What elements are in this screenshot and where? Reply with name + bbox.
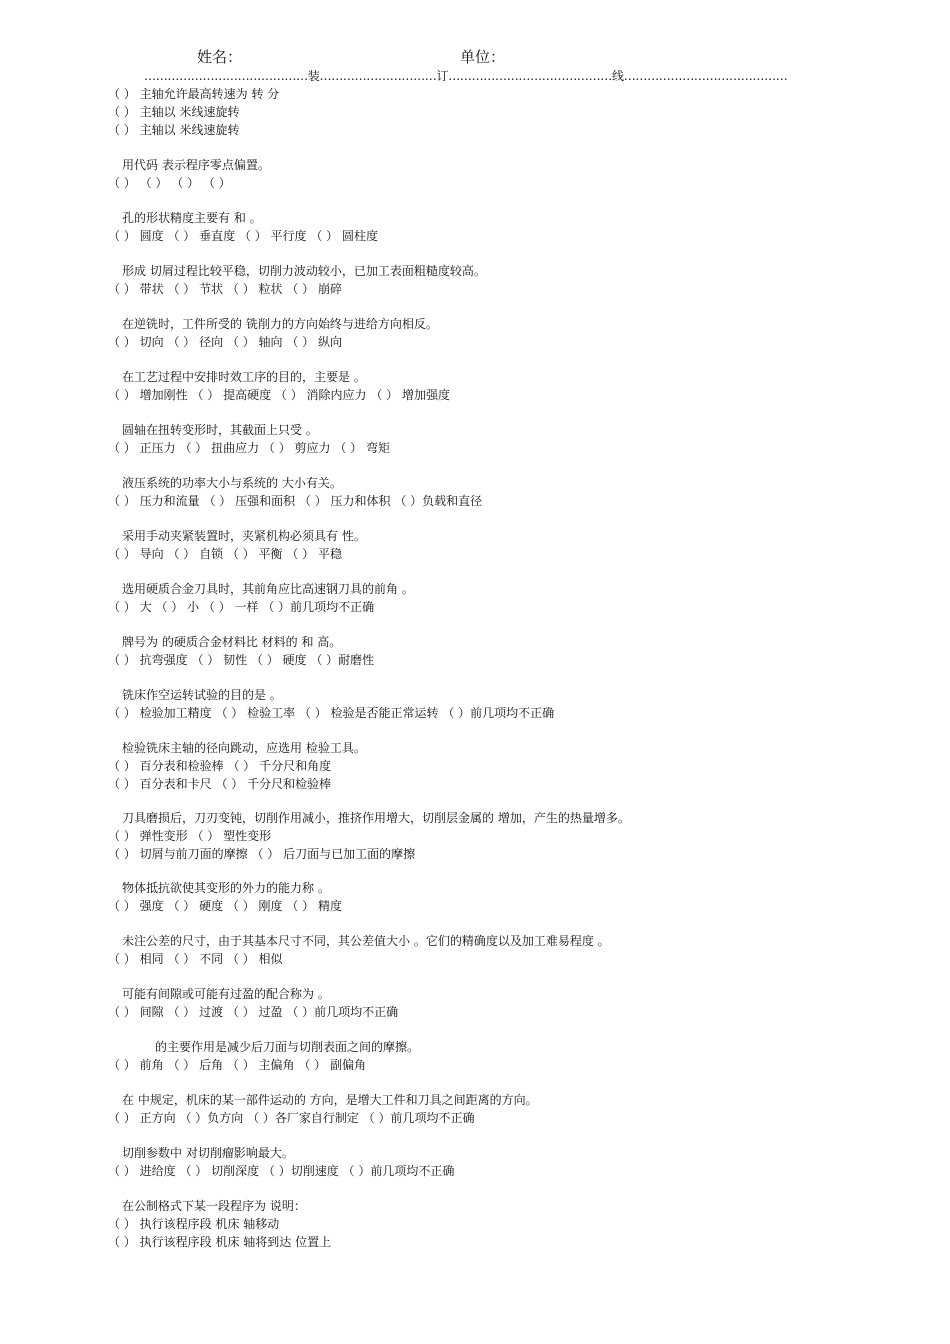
question-stem: 在公制格式下某一段程序为 说明：	[122, 1199, 306, 1213]
question-stem: 用代码 表示程序零点偏置。	[122, 158, 270, 172]
option-line: （ ） 主轴允许最高转速为 转 分	[108, 87, 280, 101]
option-line: （ ） 检验加工精度 （ ） 检验工率 （ ） 检验是否能正常运转 （ ）前几项均不正确	[108, 706, 555, 720]
option-line: （ ） 正方向 （ ）负方向 （ ）各厂家自行制定 （ ）前几项均不正确	[108, 1111, 475, 1125]
option-line: （ ） 增加刚性 （ ） 提高硬度 （ ） 消除内应力 （ ） 增加强度	[108, 388, 450, 402]
option-line: （ ） 大 （ ） 小 （ ） 一样 （ ）前几项均不正确	[108, 600, 375, 614]
question-stem: 液压系统的功率大小与系统的 大小有关。	[122, 476, 342, 490]
option-line: （ ） 弹性变形 （ ） 塑性变形	[108, 829, 272, 843]
question-stem: 的主要作用是减少后刀面与切削表面之间的摩擦。	[155, 1040, 420, 1054]
question-stem: 采用手动夹紧装置时，夹紧机构必须具有 性。	[122, 529, 366, 543]
option-line: （ ） 强度 （ ） 硬度 （ ） 刚度 （ ） 精度	[108, 899, 342, 913]
option-line: （ ） （ ） （ ） （ ）	[108, 176, 231, 190]
question-stem: 选用硬质合金刀具时，其前角应比高速钢刀具的前角 。	[122, 582, 414, 596]
option-line: （ ） 执行该程序段 机床 轴将到达 位置上	[108, 1235, 332, 1249]
unit-label: 单位：	[460, 48, 506, 66]
option-line: （ ） 圆度 （ ） 垂直度 （ ） 平行度 （ ） 圆柱度	[108, 229, 378, 243]
name-label: 姓名：	[197, 48, 243, 66]
option-line: （ ） 导向 （ ） 自锁 （ ） 平衡 （ ） 平稳	[108, 547, 342, 561]
option-line: （ ） 正压力 （ ） 扭曲应力 （ ） 剪应力 （ ） 弯矩	[108, 441, 390, 455]
option-line: （ ） 相同 （ ） 不同 （ ） 相似	[108, 952, 283, 966]
question-stem: 切削参数中 对切削瘤影响最大。	[122, 1146, 294, 1160]
question-stem: 形成 切屑过程比较平稳，切削力波动较小，已加工表面粗糙度较高。	[122, 264, 486, 278]
question-stem: 检验铣床主轴的径向跳动，应选用 检验工具。	[122, 741, 366, 755]
question-stem: 在 中规定，机床的某一部件运动的 方向，是增大工件和刀具之间距离的方向。	[122, 1093, 538, 1107]
option-line: （ ） 执行该程序段 机床 轴移动	[108, 1217, 280, 1231]
question-stem: 可能有间隙或可能有过盈的配合称为 。	[122, 987, 330, 1001]
option-line: （ ） 压力和流量 （ ） 压强和面积 （ ） 压力和体积 （ ）负载和直径	[108, 494, 483, 508]
option-line: （ ） 百分表和卡尺 （ ） 千分尺和检验棒	[108, 777, 332, 791]
question-stem: 孔的形状精度主要有 和 。	[122, 211, 262, 225]
question-stem: 圆轴在扭转变形时，其截面上只受 。	[122, 423, 318, 437]
option-line: （ ） 间隙 （ ） 过渡 （ ） 过盈 （ ）前几项均不正确	[108, 1005, 399, 1019]
option-line: （ ） 前角 （ ） 后角 （ ） 主偏角 （ ） 副偏角	[108, 1058, 366, 1072]
question-stem: 物体抵抗欲使其变形的外力的能力称 。	[122, 881, 330, 895]
binding-cut-line: ……………………………………装…………………………订……………………………………线……………………………………	[144, 69, 788, 83]
option-line: （ ） 抗弯强度 （ ） 韧性 （ ） 硬度 （ ）耐磨性	[108, 653, 375, 667]
question-stem: 未注公差的尺寸，由于其基本尺寸不同，其公差值大小 。它们的精确度以及加工难易程度 。	[122, 934, 610, 948]
question-stem: 牌号为 的硬质合金材料比 材料的 和 高。	[122, 635, 342, 649]
question-stem: 铣床作空运转试验的目的是 。	[122, 688, 282, 702]
option-line: （ ） 百分表和检验棒 （ ） 千分尺和角度	[108, 759, 332, 773]
option-line: （ ） 主轴以 米线速旋转	[108, 105, 240, 119]
option-line: （ ） 进给度 （ ） 切削深度 （ ）切削速度 （ ）前几项均不正确	[108, 1164, 455, 1178]
option-line: （ ） 带状 （ ） 节状 （ ） 粒状 （ ） 崩碎	[108, 282, 342, 296]
option-line: （ ） 切向 （ ） 径向 （ ） 轴向 （ ） 纵向	[108, 335, 342, 349]
question-stem: 在逆铣时，工件所受的 铣削力的方向始终与进给方向相反。	[122, 317, 438, 331]
option-line: （ ） 主轴以 米线速旋转	[108, 123, 240, 137]
question-stem: 刀具磨损后，刀刃变钝，切削作用减小，推挤作用增大，切削层金属的 增加，产生的热量增多。	[122, 811, 630, 825]
question-stem: 在工艺过程中安排时效工序的目的，主要是 。	[122, 370, 366, 384]
option-line: （ ） 切屑与前刀面的摩擦 （ ） 后刀面与已加工面的摩擦	[108, 847, 416, 861]
